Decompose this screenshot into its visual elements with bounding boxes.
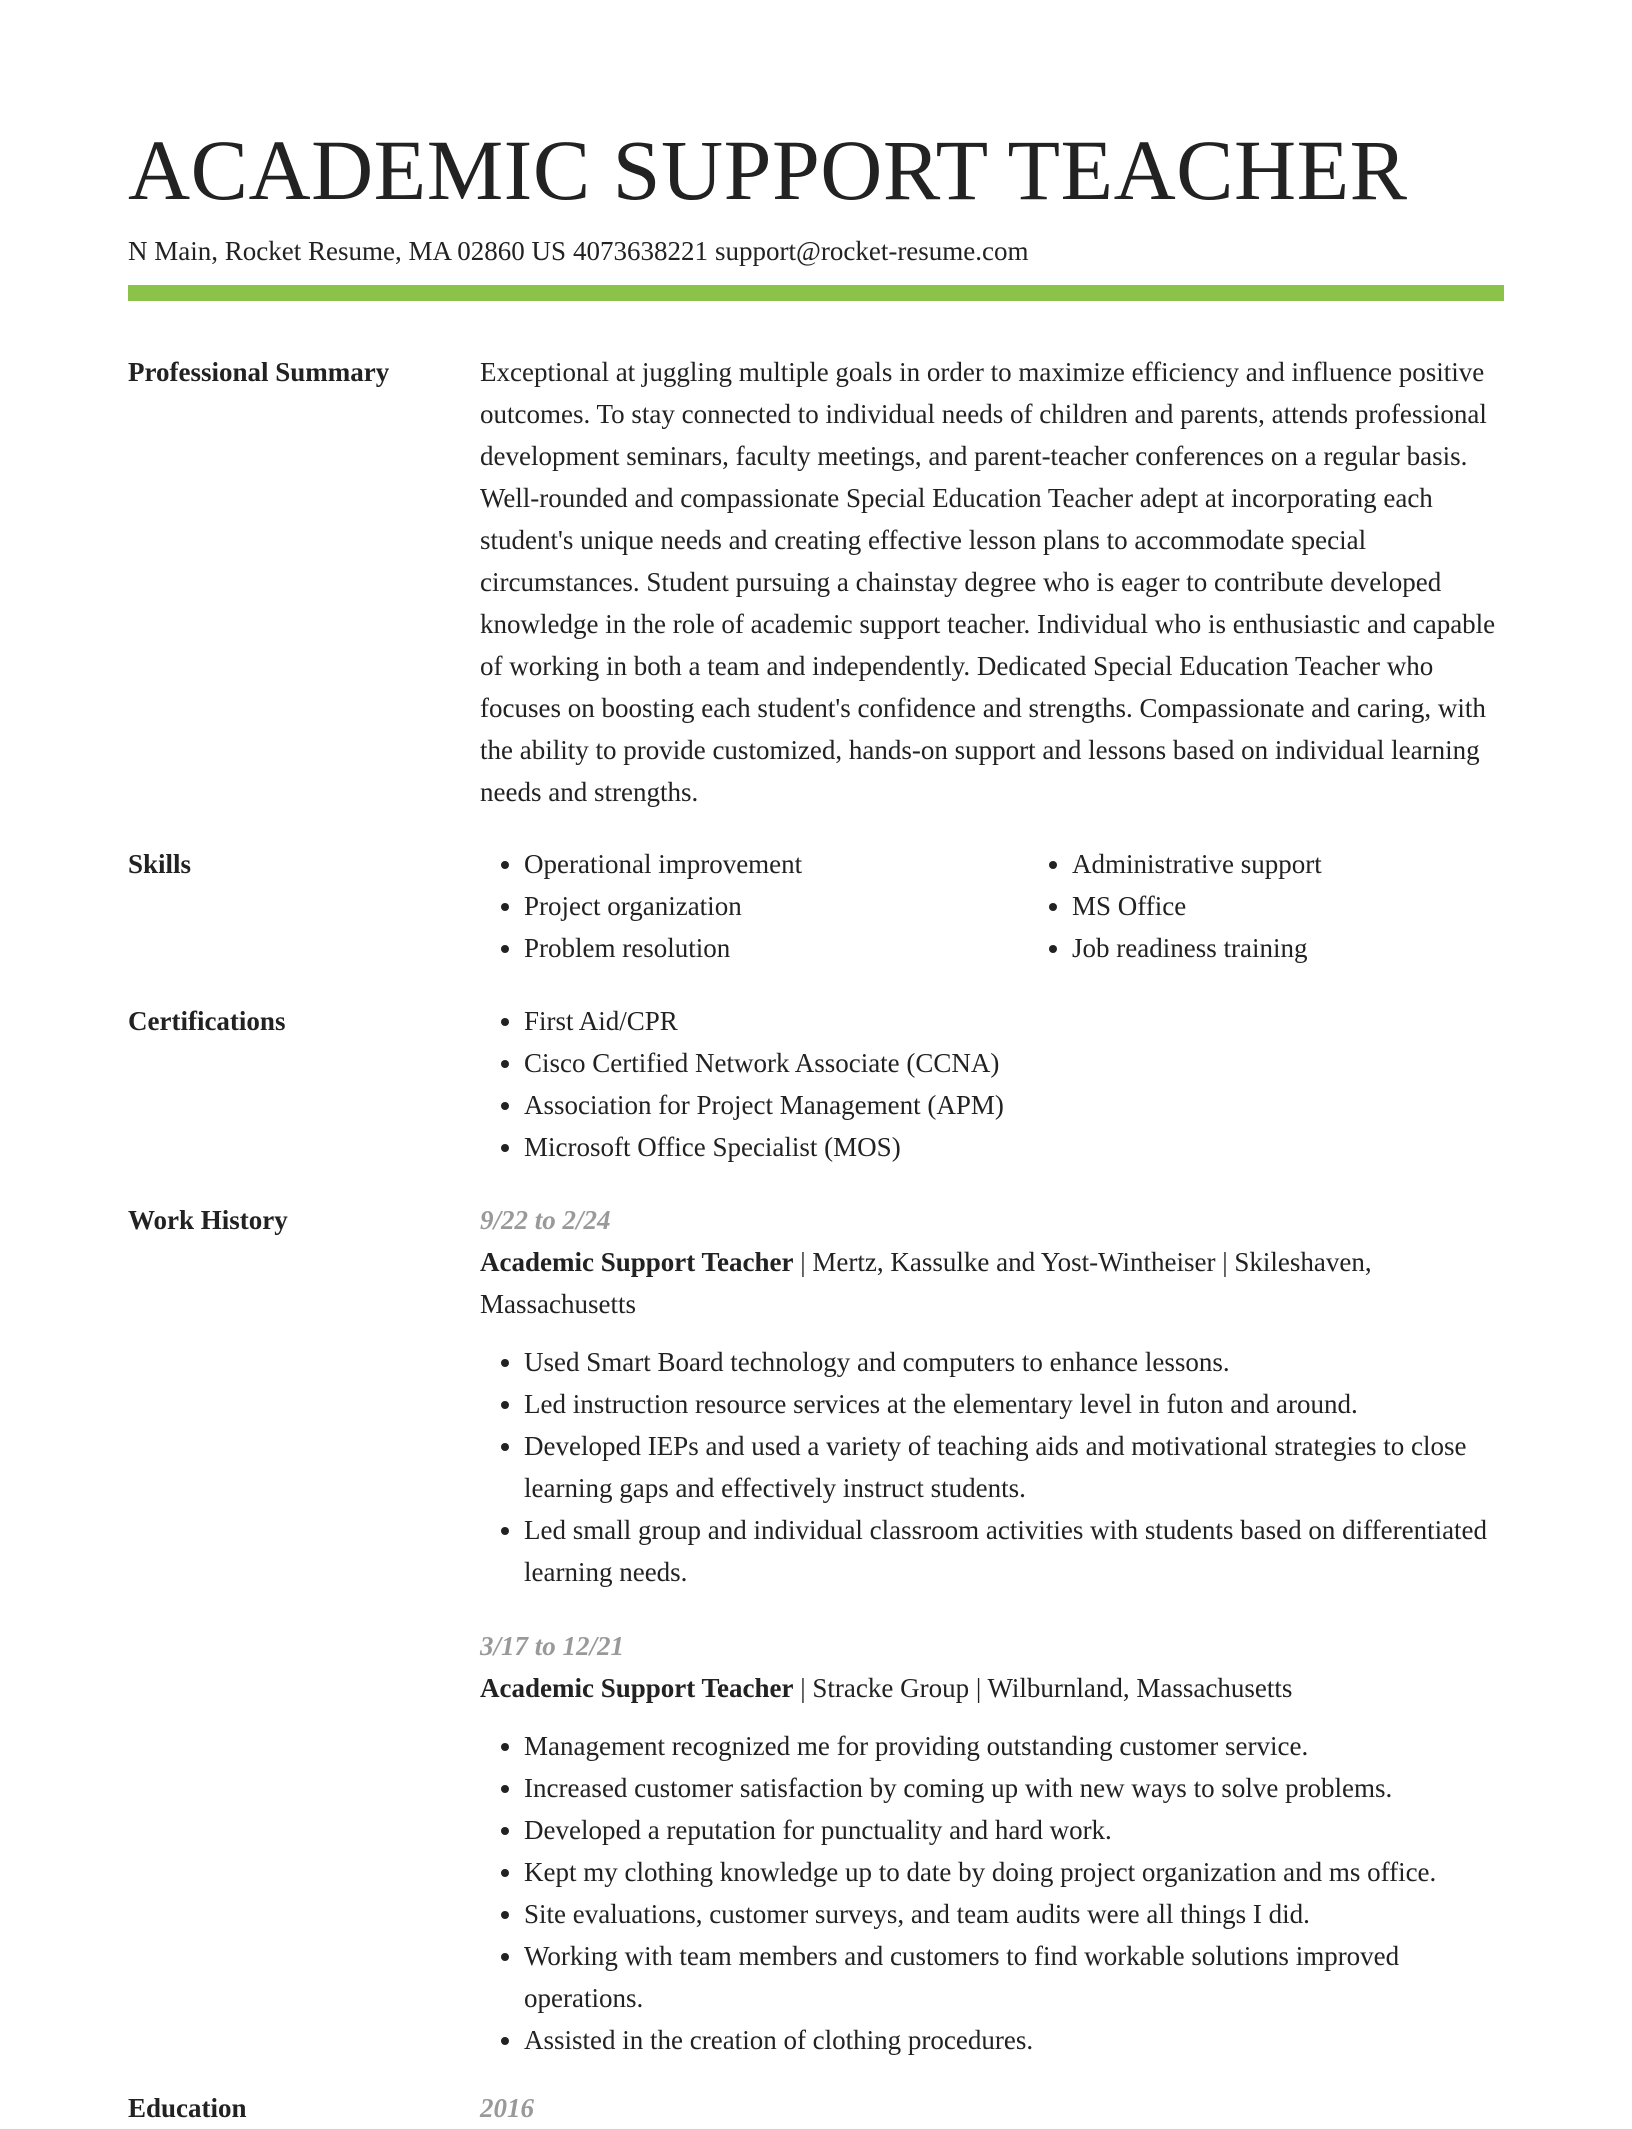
job-bullet: • Kept my clothing knowledge up to date by doing project organization and ms office.	[524, 1851, 1504, 1893]
job-bullet: • Used Smart Board technology and computers to enhance lessons.	[524, 1341, 1504, 1383]
job-bullet: • Site evaluations, customer surveys, and team audits were all things I did.	[524, 1893, 1504, 1935]
skill-item: • Job readiness training	[1072, 927, 1576, 969]
contact-email: support@rocket-resume.com	[715, 236, 1029, 266]
certifications-list	[480, 1000, 1504, 1168]
job-bullet: • Assisted in the creation of clothing procedures.	[524, 2019, 1504, 2061]
skill-item: • Project organization	[524, 885, 1028, 927]
job-bullet: • Led small group and individual classroom activities with students based on differentiated learning needs.	[524, 1509, 1504, 1593]
job-details: | Mertz, Kassulke and Yost-Wintheiser | Skileshaven, Massachusetts	[480, 1247, 1372, 1319]
job-dates: 3/17 to 12/21	[480, 1631, 625, 1661]
job-dates: 9/22 to 2/24	[480, 1205, 611, 1235]
skill-item: • Operational improvement	[524, 843, 1028, 885]
job-title: Academic Support Teacher	[480, 1247, 794, 1277]
job-bullet: • Working with team members and customers to find workable solutions improved operations.	[524, 1935, 1504, 2019]
work-history-heading: Work History	[128, 1205, 288, 1235]
skills-heading: Skills	[128, 849, 192, 879]
job-bullet: • Management recognized me for providing outstanding customer service.	[524, 1725, 1504, 1767]
job-entry	[480, 1625, 1504, 2061]
certification-item: • Association for Project Management (APM)	[524, 1084, 1504, 1126]
contact-phone: 4073638221	[573, 236, 708, 266]
contact-address: N Main, Rocket Resume, MA 02860 US	[128, 236, 566, 266]
certification-item: • Cisco Certified Network Associate (CCNA)	[524, 1042, 1504, 1084]
education-heading: Education	[128, 2093, 247, 2123]
skills-section	[128, 843, 1504, 969]
education-section	[128, 2087, 1504, 2129]
contact-line	[128, 232, 1504, 270]
job-heading	[480, 1241, 1504, 1325]
resume-title: ACADEMIC SUPPORT TEACHER	[128, 122, 1408, 218]
skill-item: • Problem resolution	[524, 927, 1028, 969]
job-title: Academic Support Teacher	[480, 1673, 794, 1703]
education-dates: 2016	[480, 2093, 534, 2123]
job-details: | Stracke Group | Wilburnland, Massachusetts	[793, 1673, 1293, 1703]
accent-divider	[128, 285, 1504, 301]
skills-list-right	[1028, 843, 1576, 969]
job-bullet: • Increased customer satisfaction by coming up with new ways to solve problems.	[524, 1767, 1504, 1809]
certification-item: • Microsoft Office Specialist (MOS)	[524, 1126, 1504, 1168]
summary-section	[128, 351, 1504, 813]
certifications-section	[128, 1000, 1504, 1168]
summary-text: Exceptional at juggling multiple goals in order to maximize efficiency and influence positive outcomes. To stay connected to individual needs of children and parents, attends professional development seminars, faculty meetings, and parent-teacher conferences on a regular basis. Well-rounded and compassionate Special Education Teacher adept at incorporating each student's unique needs and creating effective lesson plans to accommodate special circumstances. Student pursuing a chainstay degree who is eager to contribute developed knowledge in the role of academic support teacher. Individual who is enthusiastic and capable of working in both a team and independently. Dedicated Special Education Teacher who focuses on boosting each student's confidence and strengths. Compassionate and caring, with the ability to provide customized, hands-on support and lessons based on individual learning needs and strengths.	[480, 357, 1496, 807]
skills-grid	[480, 843, 1576, 969]
job-bullet: • Developed a reputation for punctuality and hard work.	[524, 1809, 1504, 1851]
job-heading	[480, 1667, 1504, 1709]
resume-page	[128, 0, 1504, 2129]
skills-list-left	[480, 843, 1028, 969]
skill-item: • MS Office	[1072, 885, 1576, 927]
skill-item: • Administrative support	[1072, 843, 1576, 885]
certifications-heading: Certifications	[128, 1006, 286, 1036]
job-bullet: • Led instruction resource services at the elementary level in futon and around.	[524, 1383, 1504, 1425]
job-entry	[480, 1199, 1504, 1593]
work-history-section	[128, 1199, 1504, 2061]
certification-item: • First Aid/CPR	[524, 1000, 1504, 1042]
job-bullets	[480, 1725, 1504, 2061]
job-bullets	[480, 1341, 1504, 1593]
summary-heading: Professional Summary	[128, 357, 390, 387]
job-bullet: • Developed IEPs and used a variety of teaching aids and motivational strategies to close learning gaps and effectively instruct students.	[524, 1425, 1504, 1509]
